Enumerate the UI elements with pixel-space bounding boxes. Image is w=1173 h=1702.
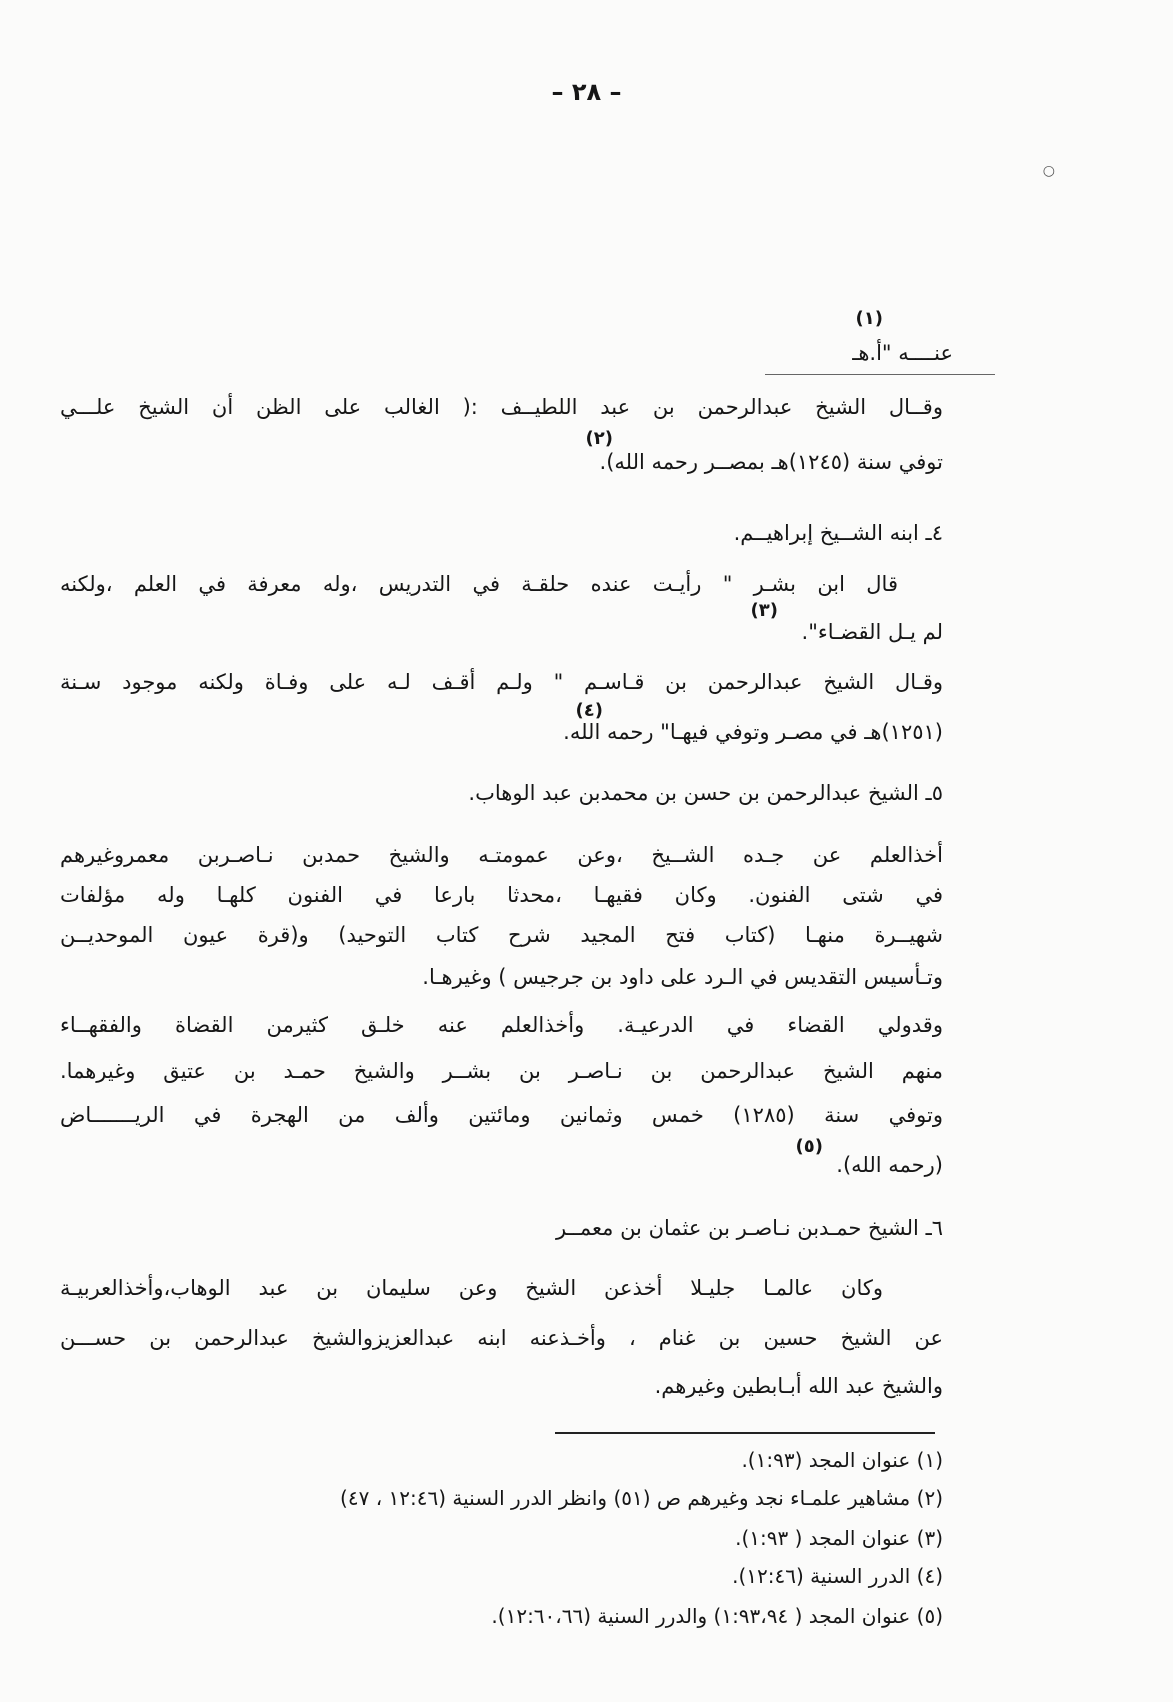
quote-end-line: عنــــه "أ.هـ [852, 341, 953, 365]
footnote-rule [555, 1432, 935, 1434]
footnote-ref-1: (١) [855, 308, 883, 329]
text-line: وقــال الشيخ عبدالرحمن بن عبد اللطيــف :( الغالب على الظن أن الشيخ علـــي [60, 395, 943, 419]
text-line: منهم الشيخ عبدالرحمن بن نـاصـر بن بشــر والشيخ حمـد بن عتيق وغيرهما. [60, 1059, 943, 1083]
footnote-ref-4: (٤) [575, 700, 603, 721]
separator-stroke [765, 374, 995, 375]
text-line: قال ابن بشـر " رأيـت عنده حلقـة في التدريس ،وله معرفة في العلم ،ولكنه [60, 572, 898, 596]
section-heading-5: ٥ـ الشيخ عبدالرحمن بن حسن بن محمدبن عبد الوهاب. [468, 781, 943, 805]
footnote-ref-3: (٣) [750, 600, 778, 621]
text-line: (١٢٥١)هـ في مصـر وتوفي فيهـا" رحمه الله. [563, 720, 943, 744]
text-line: لم يـل القضـاء". [801, 620, 943, 644]
margin-mark: ○ [1042, 163, 1055, 179]
text-line: توفي سنة (١٢٤٥)هـ بمصــر رحمه الله). [599, 450, 943, 474]
section-heading-4: ٤ـ ابنه الشــيخ إبراهيــم. [733, 521, 943, 545]
footnote-2: (٢) مشاهير علمـاء نجد وغيرهم ص (٥١) وانظر الدرر السنية (١٢:٤٦ ، ٤٧) [340, 1486, 943, 1510]
footnote-ref-2: (٢) [585, 428, 613, 449]
text-line: وكان عالمـا جليـلا أخذعن الشيخ وعن سليمان بن عبد الوهاب،وأخذالعربيـة [60, 1276, 883, 1300]
text-line: أخذالعلم عن جـده الشــيخ ،وعن عمومتـه والشيخ حمدبن نـاصـربن معمروغيرهم [60, 843, 943, 867]
page-number: – ٢٨ – [551, 78, 622, 106]
footnote-ref-5: (٥) [795, 1136, 823, 1157]
text-line: شهيــرة منهـا (كتاب فتح المجيد شرح كتاب التوحيد) و(قرة عيون الموحديــن [60, 923, 943, 947]
footnote-3: (٣) عنوان المجد ( ١:٩٣). [735, 1526, 943, 1550]
text-line: والشيخ عبد الله أبـابطين وغيرهم. [654, 1374, 943, 1398]
text-line: عن الشيخ حسين بن غنام ، وأخـذعنه ابنه عبدالعزيزوالشيخ عبدالرحمن بن حســـن [60, 1326, 943, 1350]
footnote-4: (٤) الدرر السنية (١٢:٤٦). [732, 1564, 943, 1588]
text-line: وقدولي القضاء في الدرعيـة. وأخذالعلم عنه خلـق كثيرمن القضاة والفقهــاء [60, 1013, 943, 1037]
text-line: وتـأسيس التقديس في الـرد على داود بن جرجيس ) وغيرهـا. [422, 965, 943, 989]
footnote-1: (١) عنوان المجد (١:٩٣). [741, 1448, 943, 1472]
footnote-5: (٥) عنوان المجد ( ١:٩٣،٩٤) والدرر السنية (١٢:٦٠،٦٦). [491, 1604, 943, 1628]
section-heading-6: ٦ـ الشيخ حمـدبن نـاصـر بن عثمان بن معمــر [555, 1216, 943, 1240]
text-line: وقـال الشيخ عبدالرحمن بن قـاسـم " ولـم أقـف لـه على وفـاة ولكنه موجود سـنة [60, 670, 943, 694]
text-line: (رحمه الله). [836, 1153, 943, 1177]
text-line: في شتى الفنون. وكان فقيهـا ،محدثا بارعا في الفنون كلهـا وله مؤلفات [60, 883, 943, 907]
text-line: وتوفي سنة (١٢٨٥) خمس وثمانين ومائتين وألف من الهجرة في الريـــــــاض [60, 1103, 943, 1127]
